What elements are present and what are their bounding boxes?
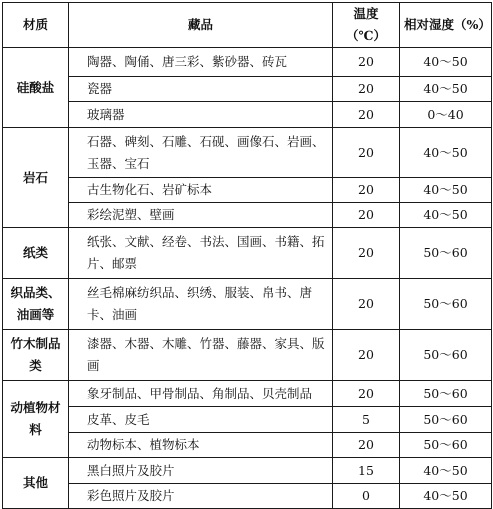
humidity-cell: 40～50 xyxy=(400,203,492,228)
temperature-cell: 20 xyxy=(333,203,400,228)
temperature-cell: 20 xyxy=(333,330,400,381)
material-cell: 竹木制品类 xyxy=(3,330,69,381)
header-temperature: 温度（℃） xyxy=(333,3,400,48)
table-row xyxy=(3,102,492,128)
item-cell: 皮革、皮毛 xyxy=(69,407,333,433)
table-row xyxy=(3,279,492,330)
table-row xyxy=(3,381,492,407)
header-item: 藏品 xyxy=(69,3,333,48)
temperature-cell: 20 xyxy=(333,279,400,330)
item-cell: 彩绘泥塑、壁画 xyxy=(69,203,333,228)
temperature-cell: 15 xyxy=(333,458,400,484)
item-cell: 彩色照片及胶片 xyxy=(69,484,333,509)
header-row xyxy=(3,3,492,48)
temperature-cell: 20 xyxy=(333,102,400,128)
temperature-cell: 20 xyxy=(333,77,400,102)
temperature-cell: 5 xyxy=(333,407,400,433)
table-row xyxy=(3,484,492,509)
humidity-cell: 50～60 xyxy=(400,228,492,279)
temperature-cell: 0 xyxy=(333,484,400,509)
temperature-cell: 20 xyxy=(333,433,400,458)
material-cell: 纸类 xyxy=(3,228,69,279)
item-cell: 象牙制品、甲骨制品、角制品、贝壳制品 xyxy=(69,381,333,407)
material-cell: 动植物材料 xyxy=(3,381,69,458)
material-cell: 硅酸盐 xyxy=(3,48,69,128)
item-cell: 丝毛棉麻纺织品、织绣、服装、帛书、唐卡、油画 xyxy=(69,279,333,330)
material-cell: 织品类、油画等 xyxy=(3,279,69,330)
humidity-cell: 40～50 xyxy=(400,77,492,102)
header-humidity: 相对湿度（%） xyxy=(400,3,492,48)
item-cell: 黑白照片及胶片 xyxy=(69,458,333,484)
humidity-cell: 50～60 xyxy=(400,433,492,458)
temperature-cell: 20 xyxy=(333,128,400,178)
temperature-cell: 20 xyxy=(333,178,400,203)
item-cell: 石器、碑刻、石雕、石砚、画像石、岩画、玉器、宝石 xyxy=(69,128,333,178)
humidity-cell: 50～60 xyxy=(400,330,492,381)
item-cell: 陶器、陶俑、唐三彩、紫砂器、砖瓦 xyxy=(69,48,333,77)
table-row xyxy=(3,433,492,458)
humidity-cell: 40～50 xyxy=(400,128,492,178)
temperature-cell: 20 xyxy=(333,48,400,77)
item-cell: 漆器、木器、木雕、竹器、藤器、家具、版画 xyxy=(69,330,333,381)
table-row xyxy=(3,458,492,484)
item-cell: 纸张、文献、经卷、书法、国画、书籍、拓片、邮票 xyxy=(69,228,333,279)
table-row xyxy=(3,228,492,279)
table-row xyxy=(3,48,492,77)
item-cell: 玻璃器 xyxy=(69,102,333,128)
item-cell: 动物标本、植物标本 xyxy=(69,433,333,458)
material-cell: 其他 xyxy=(3,458,69,509)
humidity-cell: 40～50 xyxy=(400,484,492,509)
humidity-cell: 0～40 xyxy=(400,102,492,128)
storage-conditions-table xyxy=(2,2,492,509)
table-row xyxy=(3,330,492,381)
item-cell: 古生物化石、岩矿标本 xyxy=(69,178,333,203)
table-row xyxy=(3,178,492,203)
humidity-cell: 50～60 xyxy=(400,381,492,407)
table-row xyxy=(3,203,492,228)
table-row xyxy=(3,407,492,433)
header-material: 材质 xyxy=(3,3,69,48)
table-body xyxy=(3,48,492,509)
material-cell: 岩石 xyxy=(3,128,69,228)
humidity-cell: 50～60 xyxy=(400,279,492,330)
humidity-cell: 40～50 xyxy=(400,458,492,484)
humidity-cell: 50～60 xyxy=(400,407,492,433)
table-row xyxy=(3,77,492,102)
humidity-cell: 40～50 xyxy=(400,48,492,77)
item-cell: 瓷器 xyxy=(69,77,333,102)
humidity-cell: 40～50 xyxy=(400,178,492,203)
temperature-cell: 20 xyxy=(333,381,400,407)
table-row xyxy=(3,128,492,178)
temperature-cell: 20 xyxy=(333,228,400,279)
